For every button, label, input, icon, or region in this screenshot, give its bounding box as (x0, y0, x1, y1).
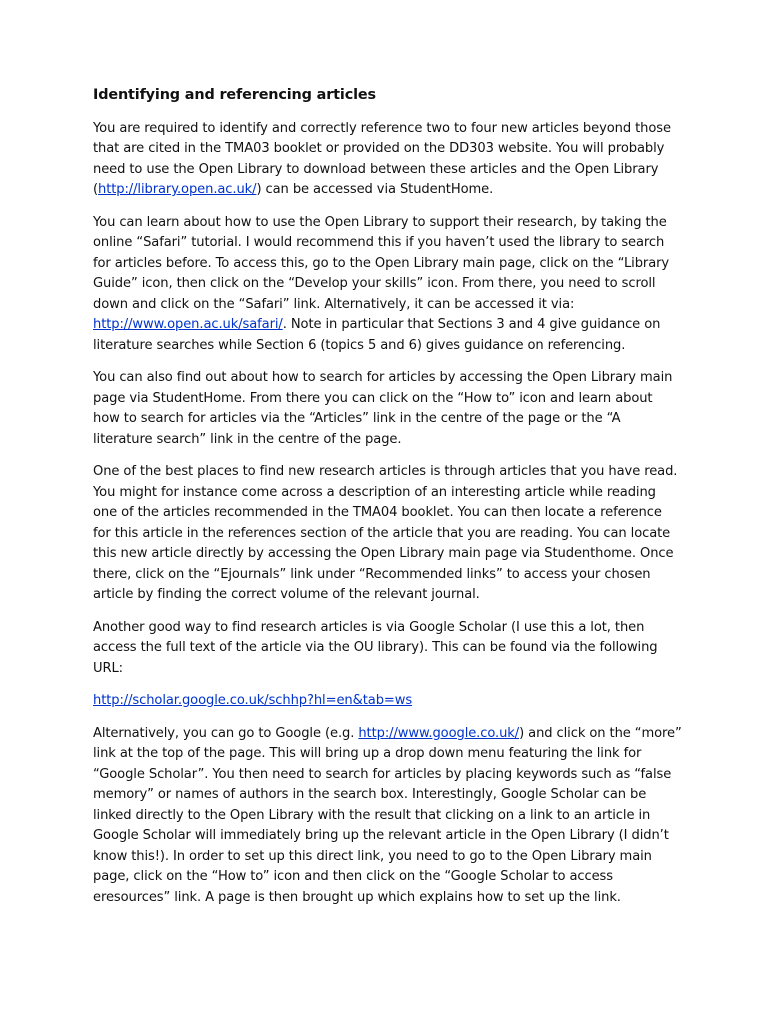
paragraph-3: You can also find out about how to search for articles by accessing the Open Library main page via StudentHome. From there you can click on the “How to” icon and learn about how to search for articles via the “Articles” link in the centre of the page or the “A literature search” link in the centre of the page. (93, 370, 673, 447)
paragraph-1-text-b: ) can be accessed via StudentHome. (256, 182, 494, 197)
paragraph-4: One of the best places to find new research articles is through articles that you have read. You might for instance come across a description of an interesting article while reading one of the articles recommended in the TMA04 booklet. You can then locate a reference for this article in the references section of the article that you are reading. You can locate this new article directly by accessing the Open Library main page via Studenthome. Once there, click on the “Ejournals” link under “Recommended links” to access your chosen article by finding the correct volume of the relevant journal. (93, 464, 678, 602)
paragraph-2-text-a: You can learn about how to use the Open Library to support their research, by taking the online “Safari” tutorial. I would recommend this if you haven’t used the library to search for articles before. To access this, go to the Open Library main page, click on the “Library Guide” icon, then click on the “Develop your skills” icon. From there, you need to scroll down and click on the “Safari” link. Alternatively, it can be accessed it via: (93, 214, 670, 312)
paragraph-2-text-b: . Note in particular that Sections 3 and 4 give guidance on literature searches while Section 6 (topics 5 and 6) gives guidance on referencing. (93, 317, 661, 353)
safari-link[interactable]: http://www.open.ac.uk/safari/ (93, 317, 283, 332)
paragraph-1 (93, 119, 683, 201)
paragraph-5: Another good way to find research articles is via Google Scholar (I use this a lot, then access the full text of the article via the OU library). This can be found via the following URL: (93, 619, 658, 676)
open-library-link[interactable]: http://library.open.ac.uk/ (98, 182, 257, 197)
paragraph-7 (93, 724, 683, 909)
paragraph-7-text-a: Alternatively, you can go to Google (e.g. (93, 725, 359, 741)
document-title: Identifying and referencing articles (93, 87, 376, 103)
paragraph-7-text-b: ) and click on the “more” link at the top of the page. This will bring up a drop down menu featuring the link for “Google Scholar”. You then need to search for articles by placing keywords such as “false memory” or names of authors in the search box. Interestingly, Google Scholar can be linked directly to the Open Library with the result that clicking on a link to an article in Google Scholar will immediately bring up the relevant article in the Open Library (I didn’t know this!). In order to set up this direct link, you need to go to the Open Library main page, click on the “How to” icon and then click on the “Google Scholar to access eresources” link. A page is then brought up which explains how to set up the link. (93, 725, 682, 905)
paragraph-1-text-a: You are required to identify and correctly reference two to four new articles beyond those that are cited in the TMA03 booklet or provided on the DD303 website. You will probably need to use the Open Library to download between these articles and the Open Library ( (93, 120, 671, 197)
paragraph-6 (93, 691, 683, 712)
google-link[interactable]: http://www.google.co.uk/ (358, 725, 520, 741)
document-page (93, 85, 683, 920)
paragraph-2 (93, 213, 683, 357)
google-scholar-link[interactable]: http://scholar.google.co.uk/schhp?hl=en&tab=ws (93, 693, 413, 708)
